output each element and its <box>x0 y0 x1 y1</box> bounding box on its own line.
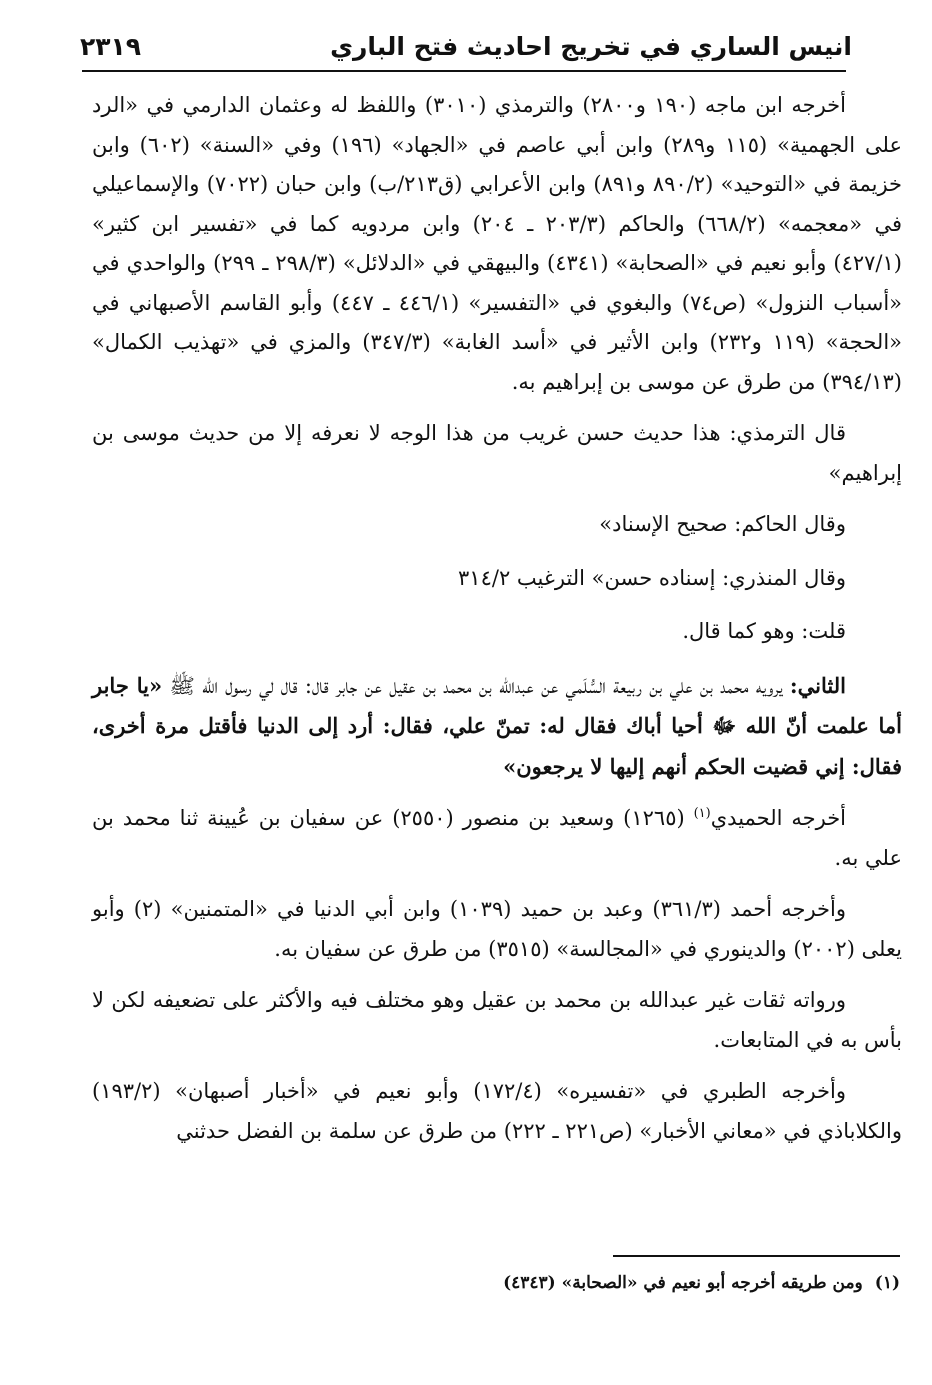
running-header <box>80 28 852 70</box>
chain-text: يرويه محمد بن علي بن ربيعة السُّلَمي عن عبدالله بن محمد بن عقيل عن جابر قال: قال لي رسول الله ﷺ <box>162 673 790 698</box>
paragraph-ahmad: وأخرجه أحمد (٣٦١/٣) وعبد بن حميد (١٠٣٩) وابن أبي الدنيا في «المتمنين» (٢) وأبو يعلى (٢٠٠٢) والدينوري في «المجالسة» (٣٥١٥) من طرق عن سفيان به. <box>92 897 902 961</box>
humaydi-text-b: (١٢٦٥) وسعيد بن منصور (٢٥٥٠) عن سفيان بن عُيينة ثنا محمد بن علي به. <box>92 806 902 870</box>
page-number: ٢٣١٩ <box>80 32 142 61</box>
paragraph-hakim-quote: وقال الحاكم: صحيح الإسناد» <box>599 512 846 536</box>
paragraph-tirmidhi-quote: قال الترمذي: هذا حديث حسن غريب من هذا الوجه لا نعرفه إلا من حديث موسى بن إبراهيم» <box>92 421 902 485</box>
running-title: انيس الساري في تخريج احاديث فتح الباري <box>330 32 852 61</box>
header-divider <box>82 70 846 72</box>
paragraph-author-remark: قلت: وهو كما قال. <box>682 619 846 643</box>
paragraph-tabari: وأخرجه الطبري في «تفسيره» (١٧٢/٤) وأبو نعيم في «أخبار أصبهان» (١٩٣/٢) والكلاباذي في «معاني الأخبار» (ص٢٢١ ـ ٢٢٢) من طرق عن سلمة بن الفضل حدثني <box>92 1079 902 1143</box>
paragraph-narrators: ورواته ثقات غير عبدالله بن محمد بن عقيل وهو مختلف فيه والأكثر على تضعيفه لكن لا بأس به في المتابعات. <box>92 988 902 1052</box>
footnote-divider <box>613 1255 900 1257</box>
paragraph-humaydi <box>92 799 902 878</box>
section-lead: الثاني: <box>789 672 846 698</box>
footnote-marker: (١) <box>693 806 711 821</box>
paragraph-mundhiri-quote: وقال المنذري: إسناده حسن» الترغيب ٣١٤/٢ <box>458 565 846 590</box>
hadith-text: «يا جابر أما علمت أنّ الله ﷻ أحيا أباك فقال له: تمنّ علي، فقال: أرد إلى الدنيا فأقتل مرة أخرى، فقال: إني قضيت الحكم أنهم إليها لا يرجعون» <box>92 672 902 779</box>
humaydi-text-a: أخرجه الحميدي <box>710 806 847 830</box>
footnote-text: ومن طريقه أخرجه أبو نعيم في «الصحابة» (٤٣٤٣) <box>503 1273 863 1293</box>
footnote <box>92 1270 900 1296</box>
main-text <box>92 86 902 1163</box>
paragraph-second-route <box>92 666 902 788</box>
footnote-number: (١) <box>874 1273 900 1293</box>
paragraph-takhrij-1: أخرجه ابن ماجه (١٩٠ و٢٨٠٠) والترمذي (٣٠١٠) واللفظ له وعثمان الدارمي في «الرد على الجهمية» (١١٥ و٢٨٩) وابن أبي عاصم في «الجهاد» (١٩٦) وفي «السنة» (٦٠٢) وابن خزيمة في «التوحيد» (٨٩٠/٢ و٨٩١) وابن الأعرابي (ق٢١٣/ب) وابن حبان (٧٠٢٢) والإسماعيلي في «معجمه» (٦٦٨/٢) والحاكم (٢٠٣/٣ ـ ٢٠٤) وابن مردويه كما في «تفسير ابن كثير» (٤٢٧/١) وأبو نعيم في «الصحابة» (٤٣٤١) والبيهقي في «الدلائل» (٢٩٨/٣ ـ ٢٩٩) والواحدي في «أسباب النزول» (ص٧٤) والبغوي في «التفسير» (٤٤٦/١ ـ ٤٤٧) وأبو القاسم الأصبهاني في «الحجة» (١١٩ و٢٣٢) وابن الأثير في «أسد الغابة» (٣٤٧/٣) والمزي في «تهذيب الكمال» (٣٩٤/١٣) من طرق عن موسى بن إبراهيم به. <box>92 93 903 394</box>
